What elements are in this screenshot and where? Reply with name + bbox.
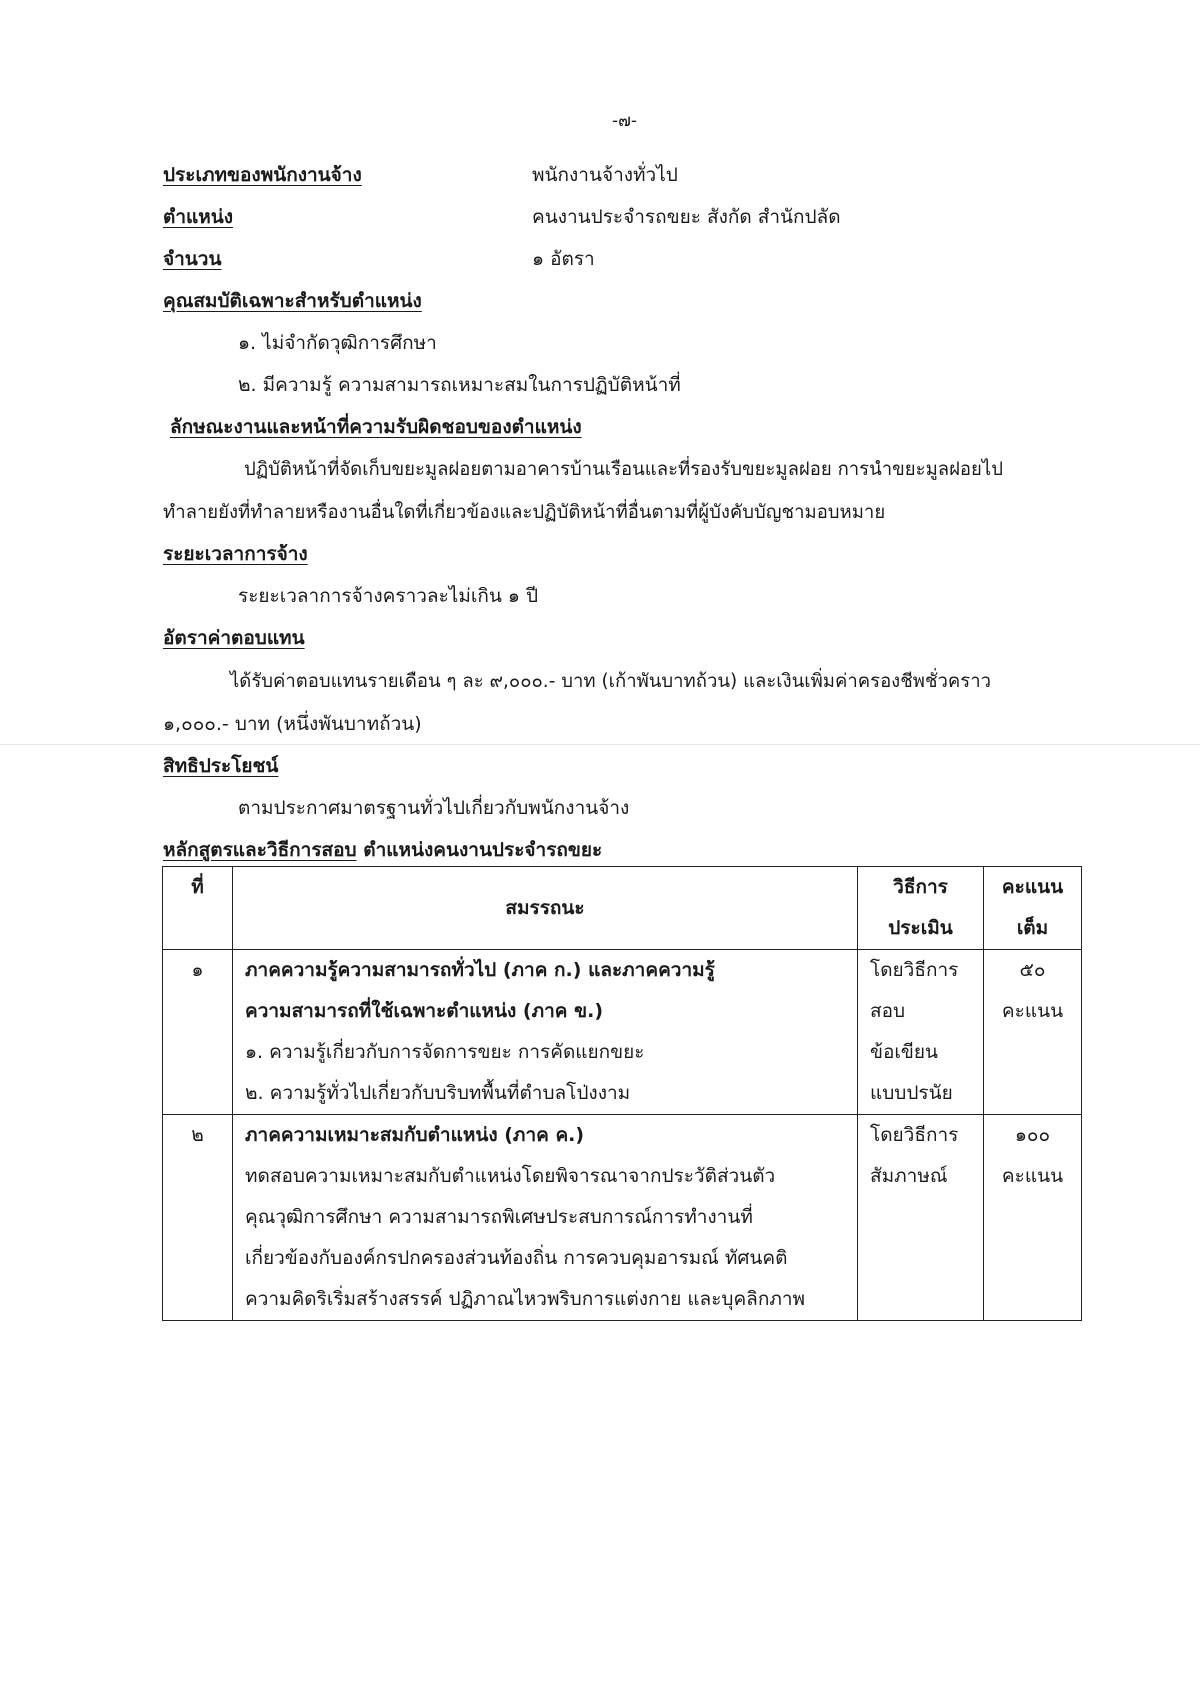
table-row <box>163 950 1082 1115</box>
count-label: จำนวน <box>163 248 222 270</box>
col-header-method: วิธีการ ประเมิน <box>858 867 984 950</box>
table-row <box>163 1115 1082 1321</box>
benefits-text: ตามประกาศมาตรฐานทั่วไปเกี่ยวกับพนักงานจ้าง <box>238 797 630 819</box>
term-heading: ระยะเวลาการจ้าง <box>163 543 308 565</box>
row-method: โดยวิธีการ สัมภาษณ์ <box>858 1115 984 1321</box>
pay-text-line: ได้รับค่าตอบแทนรายเดือน ๆ ละ ๙,๐๐๐.- บาท (เก้าพันบาทถ้วน) และเงินเพิ่มค่าครองชีพชั่วคราว <box>230 671 992 692</box>
exam-heading-main: หลักสูตรและวิธีการสอบ <box>163 839 357 861</box>
col-header-no: ที่ <box>163 867 233 950</box>
employee-type-label: ประเภทของพนักงานจ้าง <box>163 164 362 186</box>
row-number: ๑ <box>163 950 233 1115</box>
qualification-item: ๒. มีความรู้ ความสามารถเหมาะสมในการปฏิบัติหน้าที่ <box>238 374 681 396</box>
qualification-item: ๑. ไม่จำกัดวุฒิการศึกษา <box>238 332 437 354</box>
position-label: ตำแหน่ง <box>163 206 234 228</box>
term-text: ระยะเวลาการจ้างคราวละไม่เกิน ๑ ปี <box>238 585 539 607</box>
table-header-row <box>163 867 1082 950</box>
row-method: โดยวิธีการ สอบ ข้อเขียน แบบปรนัย <box>858 950 984 1115</box>
employee-type-value: พนักงานจ้างทั่วไป <box>532 164 678 186</box>
pay-heading: อัตราค่าตอบแทน <box>163 627 305 649</box>
row-number: ๒ <box>163 1115 233 1321</box>
row-score: ๑๐๐ คะแนน <box>984 1115 1082 1321</box>
duties-heading: ลักษณะงานและหน้าที่ความรับผิดชอบของตำแหน่ง <box>170 416 582 438</box>
col-header-score: คะแนน เต็ม <box>984 867 1082 950</box>
qualifications-heading: คุณสมบัติเฉพาะสำหรับตำแหน่ง <box>163 290 422 312</box>
duties-text-line: ทำลายยังที่ทำลายหรืองานอื่นใดที่เกี่ยวข้องและปฏิบัติหน้าที่อื่นตามที่ผู้บังคับบัญชามอบหมาย <box>163 502 886 523</box>
row-competency: ภาคความเหมาะสมกับตำแหน่ง (ภาค ค.) ทดสอบความเหมาะสมกับตำแหน่งโดยพิจารณาจากประวัติส่วนตัว คุณวุฒิการศึกษา ความสามารถพิเศษประสบการณ์การทำงานที่ เกี่ยวข้องกับองค์กรปกครองส่วนท้องถิ่น การควบคุมอารมณ์ ทัศนคติ ความคิดริเริ่มสร้างสรรค์ ปฏิภาณไหวพริบการแต่งกาย และบุคลิกภาพ <box>233 1115 858 1321</box>
exam-heading-suffix: ตำแหน่งคนงานประจำรถขยะ <box>363 839 603 861</box>
duties-text-line: ปฏิบัติหน้าที่จัดเก็บขยะมูลฝอยตามอาคารบ้านเรือนและที่รองรับขยะมูลฝอย การนำขยะมูลฝอยไป <box>244 459 1003 480</box>
pay-text-line: ๑,๐๐๐.- บาท (หนึ่งพันบาทถ้วน) <box>163 713 422 735</box>
benefits-heading: สิทธิประโยชน์ <box>163 755 279 777</box>
position-value: คนงานประจำรถขยะ สังกัด สำนักปลัด <box>532 206 841 228</box>
exam-table <box>162 866 1082 1321</box>
row-competency: ภาคความรู้ความสามารถทั่วไป (ภาค ก.) และภาคความรู้ ความสามารถที่ใช้เฉพาะตำแหน่ง (ภาค ข.) ๑. ความรู้เกี่ยวกับการจัดการขยะ การคัดแยกขยะ ๒. ความรู้ทั่วไปเกี่ยวกับบริบทพื้นที่ตำบลโป่งงาม <box>233 950 858 1115</box>
page-number: -๗- <box>612 111 638 131</box>
row-score: ๕๐ คะแนน <box>984 950 1082 1115</box>
exam-heading <box>163 837 602 863</box>
col-header-competency: สมรรถนะ <box>233 867 858 950</box>
count-value: ๑ อัตรา <box>532 248 595 270</box>
scan-artifact-line <box>0 744 1200 745</box>
